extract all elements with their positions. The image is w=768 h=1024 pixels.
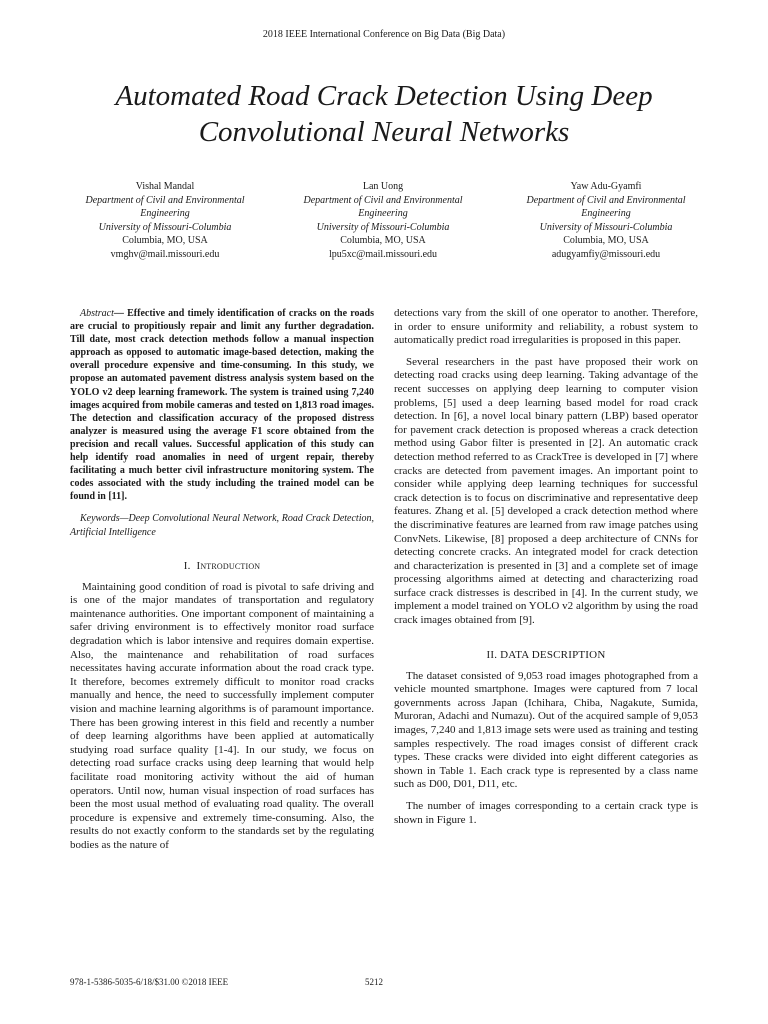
section-1-paragraph-1-continued: detections vary from the skill of one operator to another. Therefore, in order to ensure uniformity and reliability, a robust system to automatically predict road irregularities is proposed in this paper. <box>394 307 698 347</box>
author-city: Columbia, MO, USA <box>122 235 208 246</box>
author-university: University of Missouri-Columbia <box>98 221 232 233</box>
section-1-paragraph-1: Maintaining good condition of road is pivotal to safe driving and is one of the major mandates of transportation and regulatory maintenance authorities. One important component of maintaining a safer driving environment is to effectively monitor road surface degradation which is labor intensive and requires domain expertise. Also, the maintenance and rehabilitation of road surfaces necessitates having accurate information about the road crack type. It therefore, becomes extremely difficult to monitor road cracks manually and hence, the need to successfully implement computer vision and machine learning algorithms is of paramount importance. There has been growing interest in this field and recently a number of deep learning algorithms have been applied at automatically studying road surface quality [1-4]. In our study, we focus on detecting road surface cracks using deep learning that would help facilitate road monitoring activity without the aid of human operators. Until now, human visual inspection of road surfaces has been the most usual method of evaluating road quality. The overall procedure is expensive and extremely time-consuming. Also, the results do not exactly conform to the standards set by the regulating bodies as the nature of <box>70 580 374 851</box>
section-1-title-rest: ntroduction <box>200 559 261 572</box>
author-department: Department of Civil and Environmental Engineering <box>303 194 463 219</box>
section-2-paragraph-1: The dataset consisted of 9,053 road images photographed from a vehicle mounted smartphone. Images were captured from 7 local governments across Japan (Ichihara, Chiba, Nagakute, Sumida, Muroran, Adachi and Numazu). Out of the acquired sample of 9,053 images, 7,240 and 1,813 image sets were used as training and testing samples respectively. The road images consist of different crack types. These cracks were divided into eight different categories as shown in Table 1. Each crack type is represented by a class name such as D00, D01, D11, etc. <box>394 669 698 791</box>
section-1-numeral: I. <box>183 559 191 572</box>
right-column <box>394 307 698 827</box>
left-column <box>70 307 374 852</box>
author-block-2 <box>283 180 483 261</box>
author-name: Lan Uong <box>362 181 404 192</box>
author-university: University of Missouri-Columbia <box>539 221 673 233</box>
author-block-1 <box>65 180 265 261</box>
page-number: 5212 <box>365 977 383 987</box>
author-email: vmghv@mail.missouri.edu <box>110 248 220 260</box>
author-email: lpu5xc@mail.missouri.edu <box>328 248 438 260</box>
conference-header: 2018 IEEE International Conference on Big Data (Big Data) <box>262 29 506 40</box>
paper-title: Automated Road Crack Detection Using Deep Convolutional Neural Networks <box>115 80 653 148</box>
author-email: adugyamfiy@missouri.edu <box>551 248 661 260</box>
author-department: Department of Civil and Environmental Engineering <box>85 194 245 219</box>
section-1-first-letter: I <box>196 559 201 572</box>
author-department: Department of Civil and Environmental Engineering <box>526 194 686 219</box>
abstract-label: Abstract <box>80 308 114 319</box>
section-1-heading <box>70 560 374 572</box>
author-name: Vishal Mandal <box>135 181 195 192</box>
section-1-paragraph-2: Several researchers in the past have proposed their work on detecting road cracks using deep learning. Taking advantage of the recent successes on applying deep learning to computer vision problems, [5] used a deep learning based model for road crack detection. In [6], a novel local binary pattern (LBP) based operator for pavement crack detection is proposed whereas a crack detection method using Gabor filter is presented in [2]. An automatic crack detection method referred to as CrackTree is developed in [7] where cracks are detected from pavement images. An important point to consider while applying deep learning techniques for successful crack detection is to focus on discriminative and representative deep features. Zhang et al. [5] developed a crack detection method where the discriminative features are learned from raw image patches using ConvNets. Likewise, [8] proposed a deep architecture of CNNs for detecting concrete cracks. An integrated model for crack detection and characterization is presented in [3] and a complete set of image processing algorithms aimed at detecting and characterizing road surface crack distresses is described in [4]. In the current study, we implement a model trained on YOLO v2 algorithm by using the road crack images obtained from [9]. <box>394 355 698 627</box>
author-name: Yaw Adu-Gyamfi <box>570 181 642 192</box>
section-2-paragraph-2: The number of images corresponding to a certain crack type is shown in Figure 1. <box>394 800 698 826</box>
author-block-3 <box>506 180 706 261</box>
abstract-text: — Effective and timely identification of cracks on the roads are crucial to propitiously repair and limit any further degradation. Till date, most crack detection methods follow a manual inspection approach as opposed to automatic image-based detection, making the overall procedure expensive and time-consuming. In this study, we propose an automated pavement distress analysis system based on the YOLO v2 deep learning framework. The system is trained using 7,240 images acquired from mobile cameras and tested on 1,813 road images. The detection and classification accuracy of the proposed distress analyzer is measured using the average F1 score obtained from the precision and recall values. Successful application of this study can help identify road anomalies in need of urgent repair, thereby facilitating a much better civil infrastructure monitoring system. The codes associated with the study including the trained model can be found in [11]. <box>70 308 374 503</box>
section-2-heading: II. DATA DESCRIPTION <box>486 648 606 661</box>
author-city: Columbia, MO, USA <box>563 235 649 246</box>
footer-isbn: 978-1-5386-5035-6/18/$31.00 ©2018 IEEE <box>70 977 229 987</box>
abstract <box>70 307 374 503</box>
author-university: University of Missouri-Columbia <box>316 221 450 233</box>
keywords: Keywords—Deep Convolutional Neural Network, Road Crack Detection, Artificial Intelligence <box>70 513 374 538</box>
author-city: Columbia, MO, USA <box>340 235 426 246</box>
